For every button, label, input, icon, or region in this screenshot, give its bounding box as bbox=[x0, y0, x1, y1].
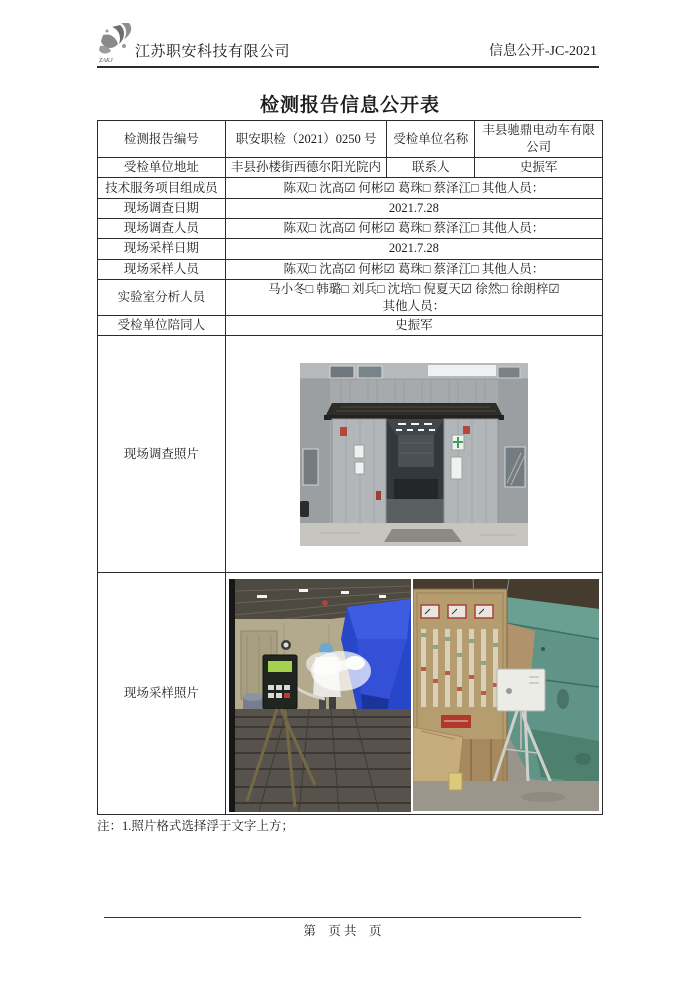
row-team bbox=[98, 178, 603, 199]
escort-value: 史振军 bbox=[225, 316, 602, 336]
sample-staff-other-label: 其他人员： bbox=[481, 261, 545, 276]
sample-date-label: 现场采样日期 bbox=[98, 238, 226, 259]
sample-photo-label: 现场采样照片 bbox=[98, 573, 226, 815]
info-table bbox=[97, 120, 603, 815]
sampling-photo-left bbox=[229, 579, 411, 812]
row-survey-photo bbox=[98, 336, 603, 573]
page-title: 检测报告信息公开表 bbox=[259, 95, 440, 116]
escort-label: 受检单位陪同人 bbox=[98, 316, 226, 336]
lab-staff-label: 实验室分析人员 bbox=[98, 279, 226, 316]
sample-staff-checkboxes: 陈双□ 沈高☑ 何彬☑ 葛珠□ 蔡泽江□ bbox=[283, 261, 479, 276]
team-other-label: 其他人员： bbox=[481, 180, 545, 195]
contact-label: 联系人 bbox=[387, 158, 475, 178]
row-sample-date bbox=[98, 238, 603, 259]
footnote: 注：1.照片格式选择浮于文字上方； bbox=[97, 819, 294, 833]
survey-staff-other-label: 其他人员： bbox=[481, 220, 545, 235]
row-escort bbox=[98, 316, 603, 336]
survey-photo bbox=[300, 363, 528, 546]
row-lab-staff bbox=[98, 279, 603, 316]
survey-photo-cell bbox=[225, 336, 602, 573]
page-footer bbox=[104, 917, 581, 939]
team-label: 技术服务项目组成员 bbox=[98, 178, 226, 199]
sample-staff-value bbox=[225, 259, 602, 279]
survey-staff-label: 现场调查人员 bbox=[98, 218, 226, 238]
row-unit-addr bbox=[98, 158, 603, 178]
row-report-no bbox=[98, 121, 603, 158]
sample-date-value: 2021.7.28 bbox=[225, 238, 602, 259]
lab-other-label: 其他人员： bbox=[382, 298, 446, 313]
contact-value: 史振军 bbox=[475, 158, 603, 178]
team-value bbox=[225, 178, 602, 199]
company-logo-icon bbox=[97, 22, 137, 66]
report-no-label: 检测报告编号 bbox=[98, 121, 226, 158]
row-sample-staff bbox=[98, 259, 603, 279]
unit-addr-value: 丰县孙楼街西德尔阳光院内 bbox=[225, 158, 387, 178]
unit-name-value: 丰县驰鼎电动车有限公司 bbox=[475, 121, 603, 158]
survey-date-label: 现场调查日期 bbox=[98, 199, 226, 219]
unit-name-label: 受检单位名称 bbox=[387, 121, 475, 158]
survey-photo-label: 现场调查照片 bbox=[98, 336, 226, 573]
company-name: 江苏职安科技有限公司 bbox=[135, 44, 291, 60]
sample-staff-label: 现场采样人员 bbox=[98, 259, 226, 279]
row-survey-staff bbox=[98, 218, 603, 238]
row-survey-date bbox=[98, 199, 603, 219]
page-header bbox=[97, 22, 599, 68]
survey-date-value: 2021.7.28 bbox=[225, 199, 602, 219]
sample-photo-cell bbox=[225, 573, 602, 815]
team-checkboxes: 陈双□ 沈高☑ 何彬☑ 葛珠□ 蔡泽江□ bbox=[283, 180, 479, 195]
logo-text: ZAKJ bbox=[99, 58, 113, 64]
unit-addr-label: 受检单位地址 bbox=[98, 158, 226, 178]
sampling-photo-right bbox=[413, 579, 599, 811]
report-no-value: 职安职检（2021）0250 号 bbox=[225, 121, 387, 158]
page-number-text: 第 页 共 页 bbox=[303, 924, 382, 938]
row-sample-photo bbox=[98, 573, 603, 815]
survey-staff-value bbox=[225, 218, 602, 238]
doc-code: 信息公开-JC-2021 bbox=[488, 44, 597, 59]
lab-staff-value bbox=[225, 279, 602, 316]
survey-staff-checkboxes: 陈双□ 沈高☑ 何彬☑ 葛珠□ 蔡泽江□ bbox=[283, 220, 479, 235]
lab-staff-checkboxes: 马小冬□ 韩璐□ 刘兵□ 沈培□ 倪夏天☑ 徐然□ 徐朗梓☑ bbox=[268, 281, 560, 296]
